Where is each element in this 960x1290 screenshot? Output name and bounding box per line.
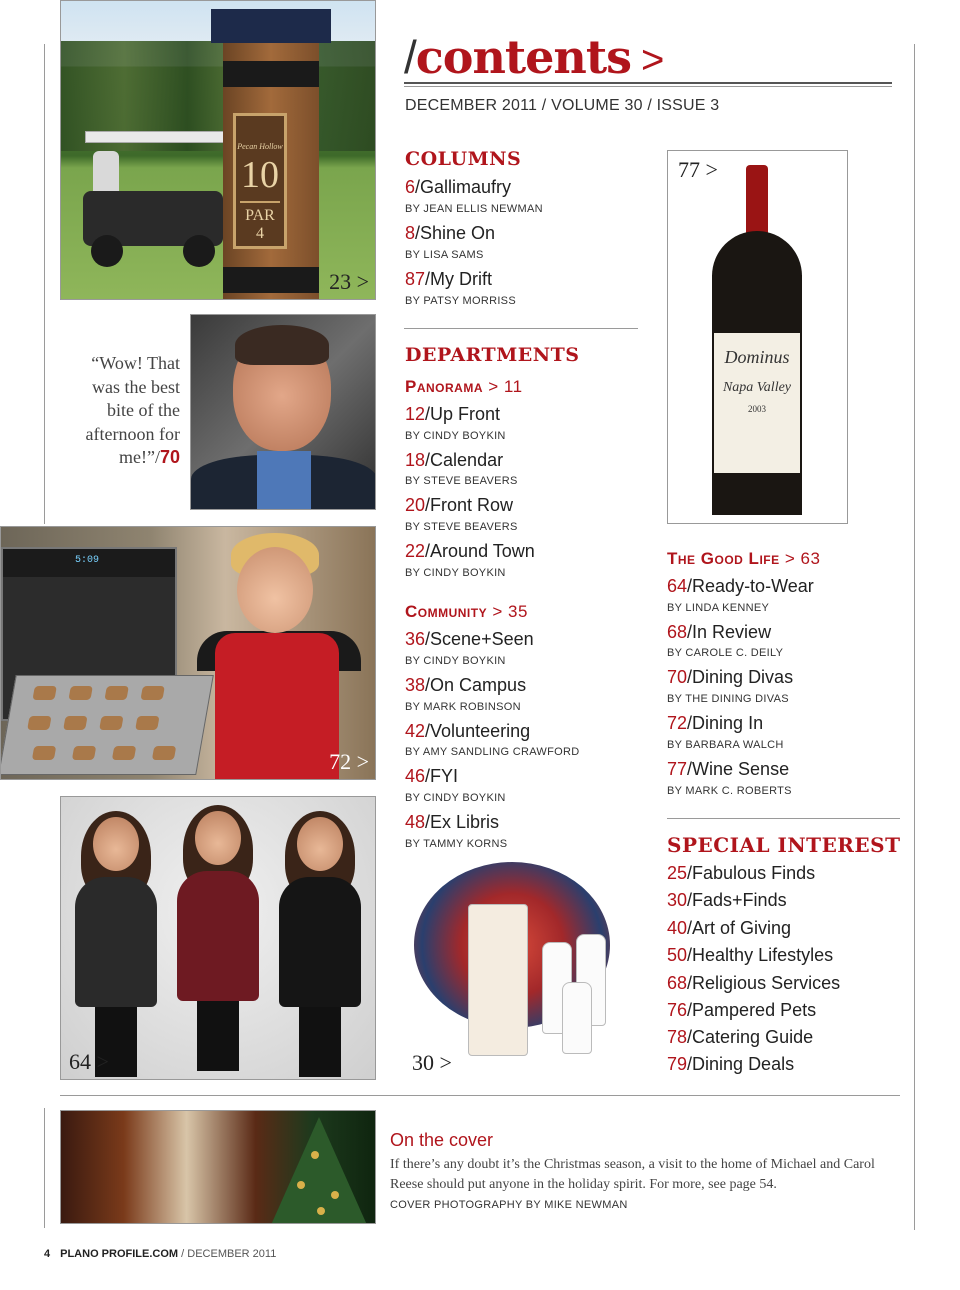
title-word: contents [415,30,632,84]
toc-entry[interactable]: 68/Religious Services [667,973,841,993]
toc-entry[interactable]: 68/In Review [667,622,772,642]
plaque-course-name: Pecan Hollow [237,142,283,151]
toc-entry[interactable]: 8/Shine On [405,223,496,243]
hole-plaque [233,113,287,249]
quote-text: “Wow! That was the best bite of the afternoon for me!”/ [85,353,180,467]
byline: BY STEVE BEAVERS [405,521,518,533]
cover-heading: On the cover [390,1130,494,1150]
golf-cart-shape [79,131,229,271]
post-band-lower [223,267,319,293]
quote-page: 70 [159,447,180,467]
byline: BY BARBARA WALCH [667,739,784,751]
byline: BY CINDY BOYKIN [405,567,506,579]
red-apron-shape [215,633,339,780]
kitchen-page-ref: 72 > [329,749,369,774]
golf-photo[interactable] [60,0,376,300]
toc-entry[interactable]: 64/Ready-to-Wear [667,576,814,596]
wine-label-name: Dominus [724,347,790,367]
columns-heading: COLUMNS [405,148,522,170]
special-interest-heading: SPECIAL INTEREST [667,833,901,857]
toc-entry[interactable]: 76/Pampered Pets [667,1000,817,1020]
page-footer [44,1248,276,1260]
toc-entry[interactable]: 70/Dining Divas [667,667,794,687]
wine-photo[interactable] [667,150,848,524]
post-cap-shape [211,9,331,43]
dining-divas-photo[interactable] [60,796,376,1080]
toc-entry[interactable]: 38/On Campus [405,675,527,695]
byline: BY THE DINING DIVAS [667,693,789,705]
magazine-name[interactable]: PLANO PROFILE.COM [60,1248,179,1260]
page-number: 4 [44,1248,51,1260]
cookie-tray-shape [0,675,214,775]
title-slash: / [404,31,416,83]
good-life-heading[interactable]: The Good Life > 63 [667,549,821,568]
header-rule-thin [404,86,892,87]
wine-label-region: Napa Valley [722,380,792,395]
title-arrow: > [641,38,664,82]
byline: BY CINDY BOYKIN [405,430,506,442]
byline: BY CAROLE C. DEILY [667,647,784,659]
pull-quote [64,352,180,470]
toc-entry[interactable]: 77/Wine Sense [667,759,790,779]
plaque-par: PAR 4 [240,201,280,243]
plaque-hole-number: 10 [241,154,279,196]
wine-label-vintage: 2003 [748,404,766,414]
gift-set-photo[interactable] [406,862,618,1080]
toc-entry[interactable]: 78/Catering Guide [667,1027,814,1047]
cover-description: If there’s any doubt it’s the Christmas season, a visit to the home of Michael and Carol Reese should put anyone in the holiday spirit. For more, see page 54. [390,1157,875,1192]
toc-entry[interactable]: 79/Dining Deals [667,1054,795,1074]
toc-entry[interactable]: 25/Fabulous Finds [667,863,816,883]
toc-entry[interactable]: 36/Scene+Seen [405,629,534,649]
byline: BY MARK ROBINSON [405,701,521,713]
post-band [223,61,319,87]
toc-entry[interactable]: 40/Art of Giving [667,918,792,938]
byline: BY PATSY MORRISS [405,295,516,307]
byline: BY JEAN ELLIS NEWMAN [405,203,543,215]
portrait-photo[interactable] [190,314,376,510]
wine-label [714,333,800,473]
kitchen-photo[interactable] [0,526,376,780]
left-margin-rule-lower [44,1108,45,1228]
toc-entry[interactable]: 30/Fads+Finds [667,890,787,910]
byline: BY CINDY BOYKIN [405,655,506,667]
toc-entry[interactable]: 22/Around Town [405,541,535,561]
left-margin-rule [44,44,45,524]
wine-page-ref: 77 > [678,157,718,182]
byline: BY TAMMY KORNS [405,838,508,850]
oven-clock: 5:09 [75,555,100,566]
byline: BY LISA SAMS [405,249,484,261]
departments-heading: DEPARTMENTS [405,344,580,366]
byline: BY AMY SANDLING CRAWFORD [405,746,580,758]
toc-entry[interactable]: 50/Healthy Lifestyles [667,945,834,965]
special-interest-divider [667,818,900,819]
toc-entry[interactable]: 87/My Drift [405,269,493,289]
floral-canister-shape [468,904,528,1056]
toc-entry[interactable]: 6/Gallimaufry [405,177,512,197]
byline: BY CINDY BOYKIN [405,792,506,804]
byline: BY STEVE BEAVERS [405,475,518,487]
cover-divider [60,1095,900,1096]
cover-thumbnail[interactable] [60,1110,376,1224]
columns-divider [404,328,638,329]
toc-entry[interactable]: 18/Calendar [405,450,504,470]
divas-page-ref: 64 > [69,1049,109,1074]
byline: BY MARK C. ROBERTS [667,785,792,797]
byline: BY LINDA KENNEY [667,602,770,614]
issue-line: DECEMBER 2011 / VOLUME 30 / ISSUE 3 [405,97,720,114]
panorama-heading[interactable]: Panorama > 11 [405,377,523,396]
page-title [404,30,663,84]
toc-entry[interactable]: 20/Front Row [405,495,514,515]
right-margin-rule [914,44,915,1230]
community-heading[interactable]: Community > 35 [405,602,528,621]
toc-entry[interactable]: 42/Volunteering [405,721,531,741]
gift-page-ref: 30 > [412,1050,452,1075]
footer-date: / DECEMBER 2011 [181,1248,277,1260]
toc-entry[interactable]: 12/Up Front [405,404,501,424]
golf-page-ref: 23 > [329,269,369,294]
cover-credit: COVER PHOTOGRAPHY BY MIKE NEWMAN [390,1199,628,1211]
toc-entry[interactable]: 48/Ex Libris [405,812,500,832]
toc-entry[interactable]: 46/FYI [405,766,459,786]
toc-entry[interactable]: 72/Dining In [667,713,764,733]
